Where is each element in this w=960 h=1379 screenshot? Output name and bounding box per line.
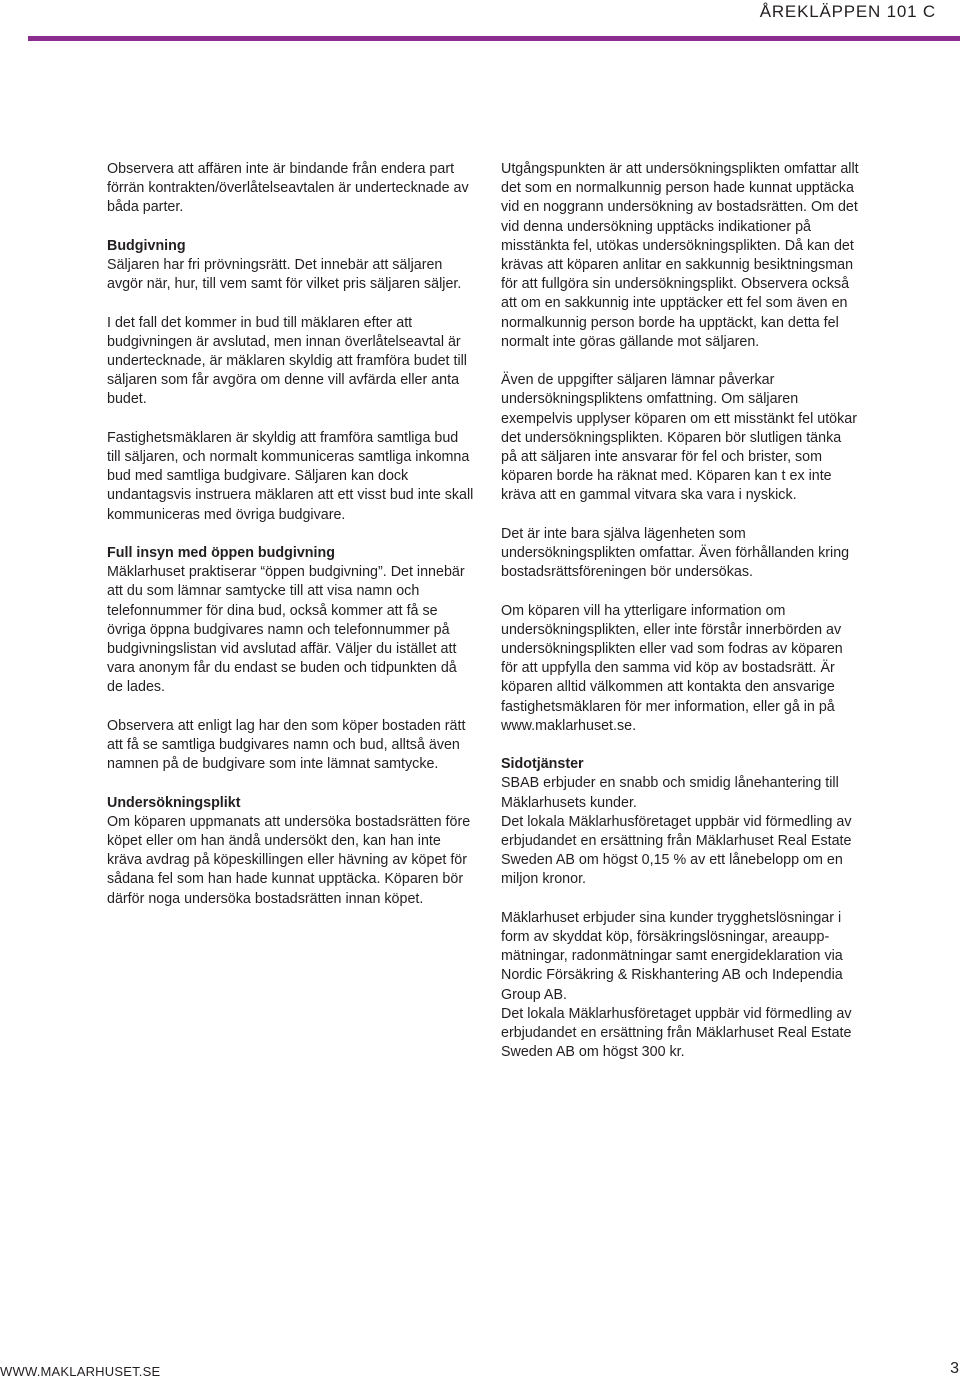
text-oppen-budgivning: Mäklarhuset praktiserar “öppen budgivning”. Det innebär att du som lämnar samtycke till att visa namn och telefonnummer för dina bud, också kommer att få se övriga öppna budgivares namn och telefonnummer på budgivningslistan vid avslutad affär. Väljer du istället att vara anonym får du endast se buden och tidpunkten då de lades. [107,564,465,696]
paragraph-budgivares-namn: Observera att enligt lag har den som köper bostaden rätt att få se samtliga budgivares namn och bud, alltså även namnen på de budgivare som inte lämnat samtycke. [107,717,466,773]
text-ersattning-lan: Det lokala Mäklarhusföretaget uppbär vid förmedling av erbjudandet en ersättning från Mäklarhuset Real Estate Sweden AB om högst 0,15 % av ett lånebelopp om en miljon kronor. [501,813,852,888]
section-sidotjanster [501,755,861,889]
text-trygghetslosningar: Mäklarhuset erbjuder sina kunder trygghetslösningar i form av skyddat köp, försäkringslösningar, areauppmätningar, radonmätningar samt energideklaration via Nordic Försäkring & Riskhantering AB och Independia Group AB. [501,909,843,1003]
paragraph-ytterligare-information: Om köparen vill ha ytterligare information om undersökningsplikten, eller inte förstår innerbörden av undersökningsplikten eller vad som fodras av köparen för att uppfylla den samma vid köp av bostadsrätt. Är köparen alltid välkommen att kontakta den ansvarige fastighetsmäklaren för mer information, eller gå in på www.maklarhuset.se. [501,602,843,734]
paragraph-uppgifter-saljaren: Även de uppgifter säljaren lämnar påverkar undersökningspliktens omfattning. Om säljaren exempelvis upplyser köparen om ett misstänkt fel utökar det undersökningsplikten. Köparen bör slutligen tänka på att säljaren inte ansvarar för fel och brister, som köparen borde ha räknat med. Köparen kan t ex inte kräva att en gammal vitvara ska vara i nyskick. [501,372,857,504]
document-header-title: ÅREKLÄPPEN 101 C [759,2,936,21]
paragraph-bindande: Observera att affären inte är bindande från endera part förrän kontrakten/överlåtelseavtalen är undertecknade av båda parter. [107,161,469,216]
left-column [107,160,475,928]
paragraph-framfora-bud: Fastighetsmäklaren är skyldig att framföra samtliga bud till säljaren, och normalt kommuniceras samtliga inkomna bud med samtliga budgivare. Säljaren kan dock undantagsvis instruera mäklaren att ett visst bud inte skall kommuniceras med övriga budgivare. [107,429,474,523]
section-undersokningsplikt [107,794,475,909]
paragraph-utgangspunkten: Utgångspunkten är att undersökningsplikten omfattar allt det som en normalkunnig person hade kunnat upptäcka vid en noggrann undersökning av bostadsrätten. Om det vid denna undersökning upptäcks indikationer på misstänkta fel, utökas undersökningsplikten. Då kan det krävas att köparen anlitar en sakkunnig besiktningsman för att fullgöra sin undersökningsplikt. Observera också att om en sakkunnig inte upptäcker ett fel som även en normalkunnig person borde ha upptäckt, kan detta fel normalt inte göras gällande mot säljaren. [501,161,859,350]
header-divider [28,36,960,41]
section-oppen-budgivning [107,544,475,698]
section-budgivning [107,237,475,295]
right-column [501,160,861,1082]
paragraph-bud-efter-budgivning: I det fall det kommer in bud till mäklaren efter att budgivningen är avslutad, men innan överlåtelseavtal är undertecknade, är mäklaren skyldig att framföra budet till säljaren som får avgöra om denne vill avfärda eller anta budet. [107,314,467,408]
paragraph-lagenheten: Det är inte bara själva lägenheten som undersökningsplikten omfattar. Även förhållanden kring bostadsrättsföreningen bör undersökas. [501,525,850,581]
heading-budgivning: Budgivning [107,237,186,254]
text-ersattning-300: Det lokala Mäklarhusföretaget uppbär vid förmedling av erbjudandet en ersättning från Mäklarhuset Real Estate Sweden AB om högst 300 kr. [501,1005,852,1061]
heading-sidotjanster: Sidotjänster [501,756,584,773]
heading-oppen-budgivning: Full insyn med öppen budgivning [107,545,335,561]
text-undersokningsplikt: Om köparen uppmanats att undersöka bostadsrätten före köpet eller om han ändå undersökt den, kan han inte kräva avdrag på köpeskillingen eller hävning av köpet för sådana fel som han hade kunnat upptäcka. Köparen bör därför noga undersöka bostadsrätten innan köpet. [107,813,471,907]
section-trygghetslosningar [501,909,861,1063]
text-budgivning: Säljaren har fri prövningsrätt. Det innebär att säljaren avgör när, hur, till vem samt för vilket pris säljaren säljer. [107,257,462,293]
heading-undersokningsplikt: Undersökningsplikt [107,794,241,811]
text-sbab: SBAB erbjuder en snabb och smidig lånehantering till Mäklarhusets kunder. [501,775,839,811]
footer-website-url: WWW.MAKLARHUSET.SE [0,1364,161,1379]
page-number: 3 [950,1360,959,1377]
